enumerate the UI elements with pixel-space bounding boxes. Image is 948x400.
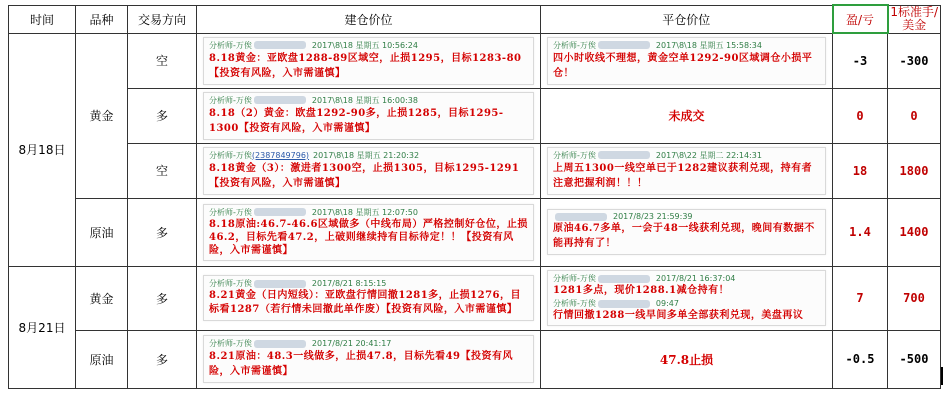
blurred-name (254, 96, 306, 104)
message-text: 四小时收线不理想，黄金空单1292-90区域调仓小损平仓！ (553, 52, 813, 79)
message-meta: 分析师-万俟 09:47 (553, 299, 679, 308)
close-price-cell (541, 33, 833, 88)
message-text: 原油46.7多单，一会于48一线获利兑现，晚间有数据不能再持有了！ (553, 223, 815, 249)
message-meta: 分析师-万俟 2017\8\18 星期五 10:56:24 (209, 40, 418, 50)
header-time: 时间 (9, 5, 76, 33)
usd-cell: 700 (888, 266, 941, 330)
product-cell: 原油 (76, 198, 128, 266)
table-row (9, 33, 941, 88)
header-usd-line2: 美金 (902, 18, 927, 32)
direction-cell: 多 (128, 88, 197, 143)
profit-loss-cell: -3 (833, 33, 888, 88)
chat-screenshot (203, 92, 534, 140)
chat-screenshot (547, 147, 826, 195)
trade-record-table (8, 4, 941, 389)
product-cell: 黄金 (76, 33, 128, 198)
blurred-name (254, 208, 306, 216)
usd-cell: -300 (888, 33, 941, 88)
open-price-cell (197, 198, 541, 266)
message-meta: 分析师-万俟 2017/8/21 8:15:15 (209, 279, 387, 288)
direction-cell: 空 (128, 33, 197, 88)
chat-screenshot (203, 335, 534, 383)
blurred-name (598, 41, 650, 49)
message-text: 8.21原油：48.3一线做多，止损47.8，目标先看49【投资有风险，入市需谨慎】 (209, 351, 513, 377)
usd-cell: 1400 (888, 198, 941, 266)
profit-loss-cell: 1.4 (833, 198, 888, 266)
message-text: 8.21黄金（日内短线）：亚欧盘行情回撤1281多，止损1276，目标看1287（若行情未回撤此单作废）【投资有风险，入市需谨慎】 (209, 290, 522, 315)
date-cell: 8月21日 (9, 266, 76, 388)
blurred-name (598, 151, 650, 159)
table-row (9, 143, 941, 198)
text-cursor (941, 367, 943, 385)
header-row (9, 5, 941, 33)
message-meta: 2017/8/23 21:59:39 (553, 212, 820, 221)
header-close-price: 平仓价位 (541, 5, 833, 33)
table-row (9, 88, 941, 143)
blurred-name (598, 300, 650, 308)
profit-loss-cell: 18 (833, 143, 888, 198)
blurred-name (254, 41, 306, 49)
chat-screenshot (547, 270, 826, 326)
message-meta: 分析师-万俟(2387849796) 2017\8\18 星期五 21:20:32 (209, 150, 420, 160)
close-status-text: 未成交 (668, 109, 705, 123)
direction-cell: 多 (128, 330, 197, 388)
message-meta: 分析师-万俟 2017\8\18 星期五 15:58:34 (553, 40, 762, 50)
chat-screenshot (203, 275, 534, 321)
product-cell: 原油 (76, 330, 128, 388)
chat-screenshot (547, 37, 826, 85)
table-row (9, 198, 941, 266)
message-text: 8.18（2）黄金：欧盘1292-90多，止损1285，目标1295-1300【投资有风险，入市需谨慎】 (209, 107, 504, 134)
header-open-price: 建仓价位 (197, 5, 541, 33)
blurred-name (254, 340, 306, 348)
direction-cell: 多 (128, 198, 197, 266)
header-usd-line1: 1标准手/ (890, 5, 939, 19)
message-meta: 分析师-万俟 2017\8\22 星期二 22:14:31 (553, 150, 762, 160)
close-price-cell (541, 143, 833, 198)
direction-cell: 多 (128, 266, 197, 330)
chat-screenshot (547, 209, 826, 255)
open-price-cell (197, 33, 541, 88)
chat-screenshot (203, 37, 534, 85)
close-status-text: 47.8止损 (659, 352, 714, 367)
profit-loss-cell: 7 (833, 266, 888, 330)
close-price-cell (541, 330, 833, 388)
profit-loss-cell: -0.5 (833, 330, 888, 388)
chat-screenshot (203, 147, 534, 195)
profit-loss-cell: 0 (833, 88, 888, 143)
close-price-cell (541, 198, 833, 266)
chat-screenshot (203, 204, 534, 261)
date-cell: 8月18日 (9, 33, 76, 266)
open-price-cell (197, 88, 541, 143)
close-price-cell (541, 266, 833, 330)
usd-cell: 1800 (888, 143, 941, 198)
message-meta: 分析师-万俟 2017\8\18 星期五 12:07:50 (209, 207, 418, 217)
direction-cell: 空 (128, 143, 197, 198)
usd-cell: 0 (888, 88, 941, 143)
table-row (9, 266, 941, 330)
message-text: 8.18黄金（3）：激进者1300空，止损1305，目标1295-1291【投资有风险，入市需谨慎】 (209, 162, 520, 189)
message-text: 8.18原油:46.7-46.6区域做多（中线布局）严格控制好仓位，止损46.2，目标先看47.2，上破则继续持有目标待定！！【投资有风险，入市需谨慎】 (209, 218, 528, 256)
header-profit-loss: 盈/亏 (833, 5, 888, 33)
blurred-name (254, 280, 306, 288)
usd-cell: -500 (888, 330, 941, 388)
open-price-cell (197, 143, 541, 198)
message-text: 1281多点，现价1288.1减仓持有！ (553, 285, 730, 296)
header-usd (888, 5, 941, 33)
message-meta: 分析师-万俟 2017/8/21 20:41:17 (209, 339, 392, 348)
blurred-name (555, 213, 607, 221)
message-meta: 分析师-万俟 2017\8\18 星期五 16:00:38 (209, 95, 418, 105)
message-text: 上周五1300一线空单已于1282建议获利兑现，持有者注意把握利润！！！ (553, 162, 813, 189)
header-direction: 交易方向 (128, 5, 197, 33)
message-text: 8.18黄金：亚欧盘1288-89区域空，止损1295，目标1283-80【投资有风险，入市需谨慎】 (209, 52, 522, 79)
message-meta: 分析师-万俟 2017/8/21 16:37:04 (553, 274, 736, 283)
open-price-cell (197, 266, 541, 330)
blurred-name (598, 275, 650, 283)
table-row (9, 330, 941, 388)
header-product: 品种 (76, 5, 128, 33)
open-price-cell (197, 330, 541, 388)
close-price-cell (541, 88, 833, 143)
product-cell: 黄金 (76, 266, 128, 330)
message-text: 行情回撤1288一线早间多单全部获利兑现，美盘再议 (553, 310, 804, 321)
